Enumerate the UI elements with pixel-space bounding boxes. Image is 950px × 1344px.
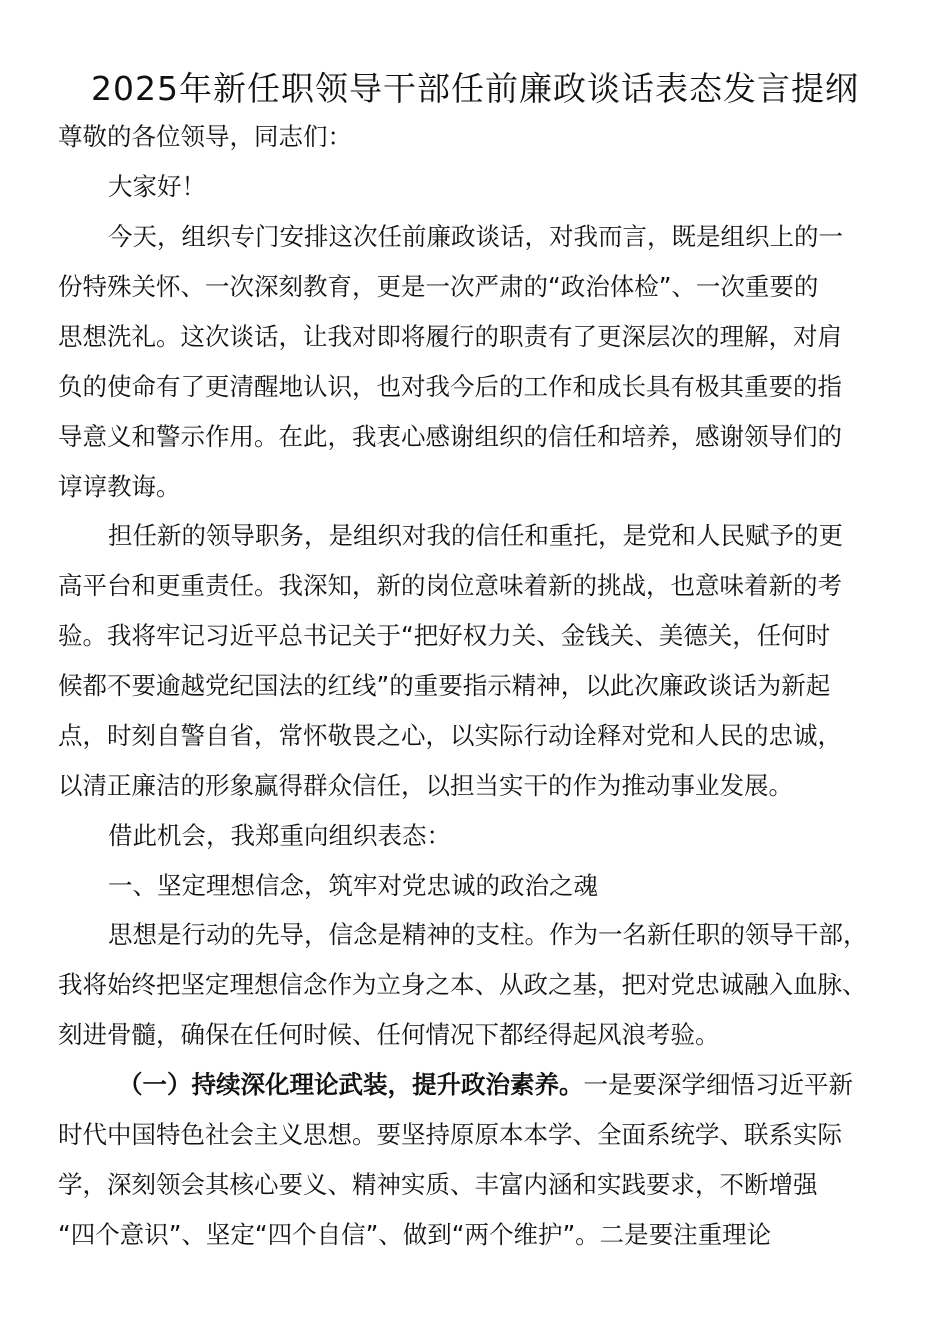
body-line: 高平台和更重责任。我深知，新的岗位意味着新的挑战，也意味着新的考 [58, 571, 842, 600]
body-line: 借此机会，我郑重向组织表态： [108, 821, 451, 850]
subsection-heading: （一）持续深化理论武装，提升政治素养。 [118, 1070, 584, 1099]
body-line: 时代中国特色社会主义思想。要坚持原原本本学、全面系统学、联系实际 [58, 1120, 842, 1149]
body-line: 担任新的领导职务，是组织对我的信任和重托，是党和人民赋予的更 [108, 521, 843, 550]
section-heading: 一、坚定理想信念，筑牢对党忠诚的政治之魂 [108, 871, 598, 900]
body-line: 验。我将牢记习近平总书记关于“把好权力关、金钱关、美德关，任何时 [58, 621, 831, 650]
subsection-text: 一是要深学细悟习近平新 [583, 1070, 853, 1099]
subsection-line [118, 1068, 853, 1102]
body-line: 我将始终把坚定理想信念作为立身之本、从政之基，把对党忠诚融入血脉、 [58, 970, 867, 999]
body-line: 点，时刻自警自省，常怀敬畏之心，以实际行动诠释对党和人民的忠诚， [58, 721, 842, 750]
body-line: 导意义和警示作用。在此，我衷心感谢组织的信任和培养，感谢领导们的 [58, 422, 842, 451]
greeting: 大家好！ [108, 172, 206, 201]
document-title: 2025年新任职领导干部任前廉政谈话表态发言提纲 [91, 69, 859, 108]
body-line: 今天，组织专门安排这次任前廉政谈话，对我而言，既是组织上的一 [108, 222, 843, 251]
body-line: 谆谆教诲。 [58, 472, 181, 501]
salutation: 尊敬的各位领导，同志们： [58, 122, 352, 151]
body-line: 以清正廉洁的形象赢得群众信任，以担当实干的作为推动事业发展。 [58, 771, 793, 800]
body-line: 候都不要逾越党纪国法的红线”的重要指示精神，以此次廉政谈话为新起 [58, 671, 831, 700]
body-line: 学，深刻领会其核心要义、精神实质、丰富内涵和实践要求，不断增强 [58, 1170, 818, 1199]
body-line: 刻进骨髓，确保在任何时候、任何情况下都经得起风浪考验。 [58, 1020, 720, 1049]
body-line: “四个意识”、坚定“四个自信”、做到“两个维护”。二是要注重理论 [58, 1220, 772, 1249]
body-line: 负的使命有了更清醒地认识，也对我今后的工作和成长具有极其重要的指 [58, 372, 842, 401]
body-line: 思想洗礼。这次谈话，让我对即将履行的职责有了更深层次的理解，对肩 [58, 322, 842, 351]
body-line: 份特殊关怀、一次深刻教育，更是一次严肃的“政治体检”、一次重要的 [58, 272, 819, 301]
body-line: 思想是行动的先导，信念是精神的支柱。作为一名新任职的领导干部， [108, 920, 868, 949]
